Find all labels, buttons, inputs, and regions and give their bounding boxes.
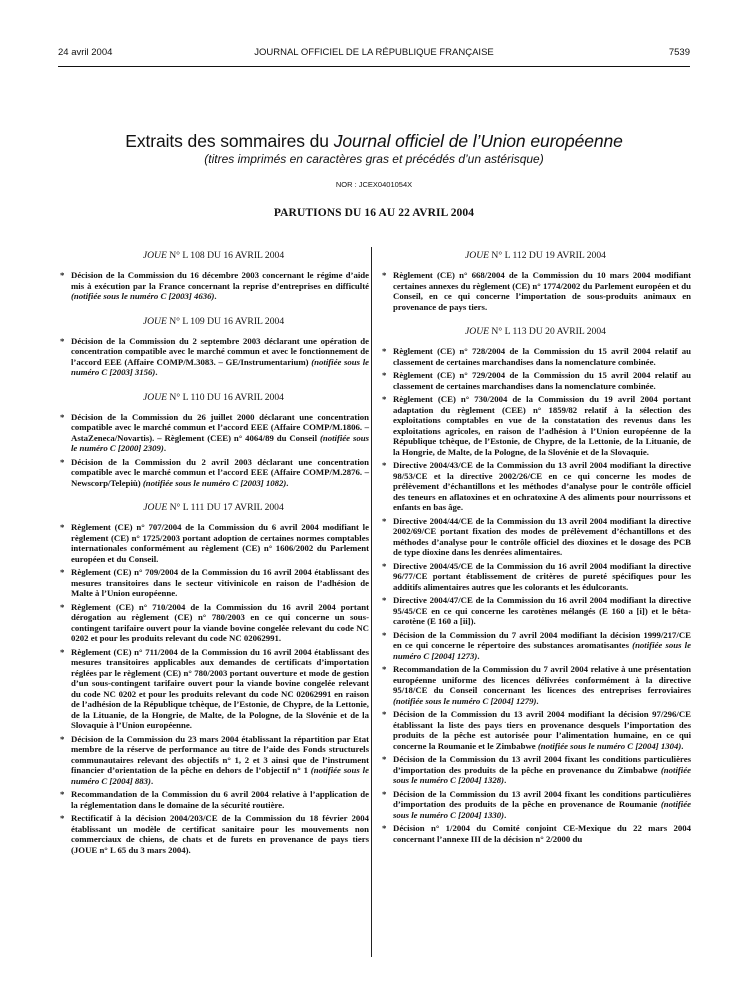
issue-number-date: N° L 113 DU 20 AVRIL 2004 — [489, 326, 606, 337]
summary-entry — [380, 370, 691, 391]
entry-text: Décision de la Commission du 26 juillet 2000 déclarant une concentration compatible avec le marché commun et l’accord EEE (Affaire COMP/M.1806. – AstaZeneca/Novartis). – Règlement (CEE) n° 4064/89 du Conseil — [71, 411, 369, 443]
summary-entry — [58, 336, 369, 378]
entry-text: Décision de la Commission du 7 avril 2004 modifiant la décision 1999/217/CE en ce qui concerne le répertoire des substances aromatisantes — [393, 629, 691, 650]
nor-reference: NOR : JCEX0401054X — [335, 180, 413, 189]
issue-journal-abbrev: JOUE — [143, 502, 168, 513]
entry-tail: . — [681, 740, 684, 751]
entry-notification-ref: (notifiée sous le numéro C [2004] 1330) — [393, 799, 691, 820]
issue-heading — [58, 316, 369, 328]
entry-text: Décision de la Commission du 13 avril 2004 modifiant la décision 97/296/CE établissant la liste des pays tiers en provenance desquels l’importation des produits de la pêche est autorisée pour l’alimentation humaine, en ce qui concerne la Roumanie et le Zimbabwe — [393, 709, 691, 751]
summary-entry — [380, 346, 691, 367]
header-journal-title: JOURNAL OFFICIEL DE LA RÉPUBLIQUE FRANÇAISE — [254, 47, 494, 58]
entry-text: Recommandation de la Commission du 7 avril 2004 relative à une présentation européenne uniforme des licences délivrées conformément à la directive 95/18/CE du Conseil concernant les licences des entreprises ferroviaires — [393, 664, 691, 695]
asterisk-marker: * — [60, 522, 65, 532]
asterisk-marker: * — [382, 754, 387, 764]
section-gap — [58, 381, 369, 392]
issue-heading — [380, 326, 691, 338]
main-title-italic: Journal officiel de l’Union européenne — [333, 131, 623, 151]
asterisk-marker: * — [382, 460, 387, 470]
summary-entry — [58, 270, 369, 302]
left-column — [58, 250, 369, 858]
issue-heading — [58, 250, 369, 262]
asterisk-marker: * — [382, 629, 387, 640]
entry-text: Décision de la Commission du 2 septembre 2003 déclarant une opération de concentration compatible avec le marché commun et avec le fonctionnement de l’accord EEE (Affaire COMP/M.3083. – GE/Instrumentarium) — [71, 335, 369, 367]
summary-entry — [380, 270, 691, 312]
entry-text: Règlement (CE) n° 668/2004 de la Commission du 10 mars 2004 modifiant certaines annexes du règlement (CE) n° 1774/2002 du Parlement européen et du Conseil, en ce qui concerne l’importation de sous-produits animaux en provenance de pays tiers. — [393, 270, 691, 312]
issue-heading — [58, 502, 369, 514]
entry-tail: . — [286, 477, 289, 488]
summary-entry — [58, 734, 369, 787]
asterisk-marker: * — [60, 335, 65, 346]
entry-text: Décision n° 1/2004 du Comité conjoint CE-Mexique du 22 mars 2004 concernant l’annexe III de la décision n° 2/2000 du — [393, 823, 691, 844]
entry-notification-ref: (notifiée sous le numéro C [2003] 4636) — [71, 291, 215, 301]
entry-text: Directive 2004/45/CE de la Commission du 16 avril 2004 modifiant la directive 96/77/CE portant établissement de critères de pureté spécifiques pour les additifs alimentaires autres que les colorants et les édulcorants. — [393, 560, 691, 592]
entry-tail: . — [504, 809, 507, 820]
entry-text: Règlement (CE) n° 707/2004 de la Commission du 6 avril 2004 modifiant le règlement (CE) n° 1725/2003 portant adoption de certaines normes comptables internationales conformément au règlement (CE) n° 1606/2002 du Parlement européen et du Conseil. — [71, 522, 369, 564]
entry-tail: . — [150, 775, 154, 786]
issue-journal-abbrev: JOUE — [465, 326, 490, 337]
asterisk-marker: * — [60, 270, 65, 280]
entry-notification-ref: (notifiée sous le numéro C [2004] 1304) — [537, 740, 682, 751]
summary-entry — [380, 516, 691, 558]
summary-entry — [58, 412, 369, 454]
right-column — [380, 250, 691, 847]
summary-entry — [58, 789, 369, 810]
asterisk-marker: * — [382, 560, 387, 571]
issue-number-date: N° L 111 DU 17 AVRIL 2004 — [167, 502, 284, 513]
main-title — [50, 131, 698, 151]
summary-entry — [58, 647, 369, 731]
entry-notification-ref: (notifiée sous le numéro C [2004] 1279) — [393, 695, 537, 706]
entry-text: Recommandation de la Commission du 6 avril 2004 relative à l’application de la réglementation dans le domaine de la sécurité routière. — [71, 789, 369, 810]
issue-journal-abbrev: JOUE — [143, 391, 168, 403]
issue-number-date: N° L 110 DU 16 AVRIL 2004 — [167, 391, 284, 403]
summary-entry — [380, 754, 691, 786]
entry-text: Règlement (CE) n° 729/2004 de la Commission du 15 avril 2004 relatif au classement de certaines marchandises dans la nomenclature combinée. — [393, 370, 691, 391]
entry-text: Décision de la Commission du 13 avril 2004 fixant les conditions particulières d’importation des produits de la pêche en provenance de Roumanie — [393, 788, 691, 809]
entry-notification-ref: (notifiée sous le numéro C [2003] 3156) — [71, 356, 370, 377]
issue-heading — [380, 250, 691, 262]
summary-entry — [380, 630, 691, 662]
summary-entry — [380, 460, 691, 513]
summary-entry — [58, 522, 369, 564]
asterisk-marker: * — [60, 733, 65, 744]
summary-entry — [58, 602, 369, 644]
issue-journal-abbrev: JOUE — [142, 250, 167, 261]
asterisk-marker: * — [60, 456, 65, 467]
asterisk-marker: * — [60, 601, 65, 612]
asterisk-marker: * — [382, 346, 387, 356]
header-date: 24 avril 2004 — [58, 47, 113, 58]
asterisk-marker: * — [382, 664, 387, 674]
page-header — [58, 47, 690, 63]
summary-entry — [380, 789, 691, 821]
issue-number-date: N° L 112 DU 19 AVRIL 2004 — [489, 250, 606, 261]
entry-notification-ref: (notifiée sous le numéro C [2004] 1273) — [393, 640, 691, 661]
asterisk-marker: * — [382, 788, 387, 799]
section-gap — [380, 315, 691, 326]
issue-number-date: N° L 109 DU 16 AVRIL 2004 — [166, 315, 285, 327]
summary-entry — [380, 709, 691, 751]
summary-entry — [380, 394, 691, 457]
entry-text: Décision de la Commission du 2 avril 2003 déclarant une concentration compatible avec le marché commun et l’accord EEE (Affaire COMP/M.2876. – Newscorp/Telepiù) — [71, 456, 369, 488]
summary-entry — [380, 595, 691, 627]
section-gap — [58, 491, 369, 502]
asterisk-marker: * — [382, 709, 387, 719]
entry-notification-ref: (notifiée sous le numéro C [2004] 883) — [71, 765, 369, 786]
entry-text: Règlement (CE) n° 711/2004 de la Commission du 16 avril 2004 établissant des mesures transitoires applicables aux demandes de certificats d’importation réglées par le règlement (CE) n° 780/2003 portant ouverture et mode de gestion d’un sous-contingent tarifaire ouvert pour la viande bovine congelée relevant du code NC 0202 et pour les produits relevant du code NC 02062991 en raison de l’adhésion de la République tchèque, de l’Estonie, de Chypre, de la Lettonie, de la Lituanie, de la Hongrie, de Malte, de la Pologne, de la Slovénie et de la Slovaquie à l’Union européenne. — [71, 646, 369, 730]
asterisk-marker: * — [382, 515, 387, 526]
asterisk-marker: * — [382, 394, 387, 404]
issue-journal-abbrev: JOUE — [142, 315, 167, 327]
asterisk-marker: * — [60, 813, 65, 823]
entry-text: Règlement (CE) n° 728/2004 de la Commission du 15 avril 2004 relatif au classement de certaines marchandises dans la nomenclature combinée. — [393, 346, 691, 367]
issue-heading — [58, 392, 369, 404]
entry-text: Directive 2004/47/CE de la Commission du 16 avril 2004 modifiant la directive 95/45/CE en ce qui concerne les carotènes mélangés (E 160 a [i]) et le bêta-carotène (E 160 a [ii]). — [393, 595, 691, 626]
asterisk-marker: * — [382, 370, 387, 380]
entry-text: Règlement (CE) n° 730/2004 de la Commission du 19 avril 2004 portant adaptation du règlement (CEE) n° 1859/82 relatif à la sélection des exploitations comptables en vue de la constatation des revenus dans les exploitations agricoles, en raison de l’adhésion à l’Union européenne de la République tchèque, de l’Estonie, de Chypre, de la Lettonie, de la Lituanie, de la Hongrie, de Malte, de la Pologne, de la Slovénie et de la Slovaquie. — [393, 394, 691, 457]
entry-notification-ref: (notifiée sous le numéro C [2000] 2309) — [71, 432, 369, 453]
main-title-prefix: Extraits des sommaires du — [125, 131, 334, 151]
parutions-heading: PARUTIONS DU 16 AU 22 AVRIL 2004 — [273, 207, 475, 219]
column-separator — [371, 247, 372, 957]
entry-tail: . — [163, 443, 167, 453]
entry-text: Décision de la Commission du 23 mars 2004 établissant la répartition par Etat membre de la réserve de performance au titre de l’aide des Fonds structurels communautaires relevant des objectifs n° 1, 2 et 3 ainsi que de l’instrument financier d’orientation de la pêche en dehors de l’objectif n° 1 — [71, 733, 369, 775]
header-page-number: 7539 — [668, 47, 690, 58]
summary-entry — [58, 567, 369, 599]
asterisk-marker: * — [60, 646, 65, 657]
entry-text: Rectificatif à la décision 2004/203/CE de la Commission du 18 février 2004 établissant un modèle de certificat sanitaire pour les mouvements non commerciaux de chiens, de chats et de furets en provenance de pays tiers (JOUE n° L 65 du 3 mars 2004). — [71, 813, 369, 855]
asterisk-marker: * — [382, 270, 387, 280]
entry-tail: . — [155, 367, 158, 377]
entry-text: Décision de la Commission du 13 avril 2004 fixant les conditions particulières d’importation des produits de la pêche en provenance du Zimbabwe — [393, 754, 691, 775]
summary-entry — [380, 823, 691, 844]
section-gap — [58, 305, 369, 316]
entry-text: Règlement (CE) n° 710/2004 de la Commission du 16 avril 2004 portant dérogation au règlement (CE) n° 780/2003 en ce qui concerne un sous-contingent tarifaire ouvert pour la viande bovine congelée relevant du code NC 0202 et pour les produits relevant du code NC 02062991. — [71, 601, 369, 643]
issue-journal-abbrev: JOUE — [465, 250, 490, 261]
entry-text: Directive 2004/44/CE de la Commission du 13 avril 2004 modifiant la directive 2002/69/CE portant fixation des modes de prélèvement d’échantillons et des méthodes d’analyse pour le contrôle officiel des dioxines et le dosage des PCB de type dioxine dans les denrées alimentaires. — [393, 515, 691, 557]
summary-entry — [380, 561, 691, 593]
entry-tail: . — [214, 291, 217, 301]
entry-notification-ref: (notifiée sous le numéro C [2004] 1328) — [393, 764, 691, 785]
entry-text: Décision de la Commission du 16 décembre 2003 concernant le régime d’aide mis à exécution par la France concernant la reprise d’entreprises en difficulté — [71, 270, 369, 291]
summary-entry — [58, 457, 369, 489]
entry-tail: . — [504, 775, 507, 785]
subtitle: (titres imprimés en caractères gras et précédés d’un astérisque) — [204, 152, 544, 166]
asterisk-marker: * — [60, 411, 65, 422]
summary-entry — [380, 664, 691, 706]
asterisk-marker: * — [382, 595, 387, 605]
entry-text: Directive 2004/43/CE de la Commission du 13 avril 2004 modifiant la directive 98/53/CE et la directive 2002/26/CE en ce qui concerne les modes de prélèvement d’échantillons et les méthodes d’analyse pour le contrôle officiel des teneurs en aflatoxines et en ochratoxine A des aliments pour nourrissons et enfants en bas âge. — [393, 460, 691, 512]
entry-tail: . — [536, 695, 539, 706]
issue-number-date: N° L 108 DU 16 AVRIL 2004 — [166, 250, 285, 261]
summary-entry — [58, 813, 369, 855]
entry-tail: . — [477, 650, 480, 661]
asterisk-marker: * — [60, 567, 65, 577]
entry-notification-ref: (notifiée sous le numéro C [2003] 1082) — [142, 477, 287, 488]
entry-text: Règlement (CE) n° 709/2004 de la Commission du 16 avril 2004 établissant des mesures transitoires dans le secteur vitivinicole en raison de l’adhésion de Malte à l’Union européenne. — [71, 567, 369, 598]
asterisk-marker: * — [382, 823, 387, 833]
header-rule — [58, 66, 690, 67]
asterisk-marker: * — [60, 789, 65, 799]
